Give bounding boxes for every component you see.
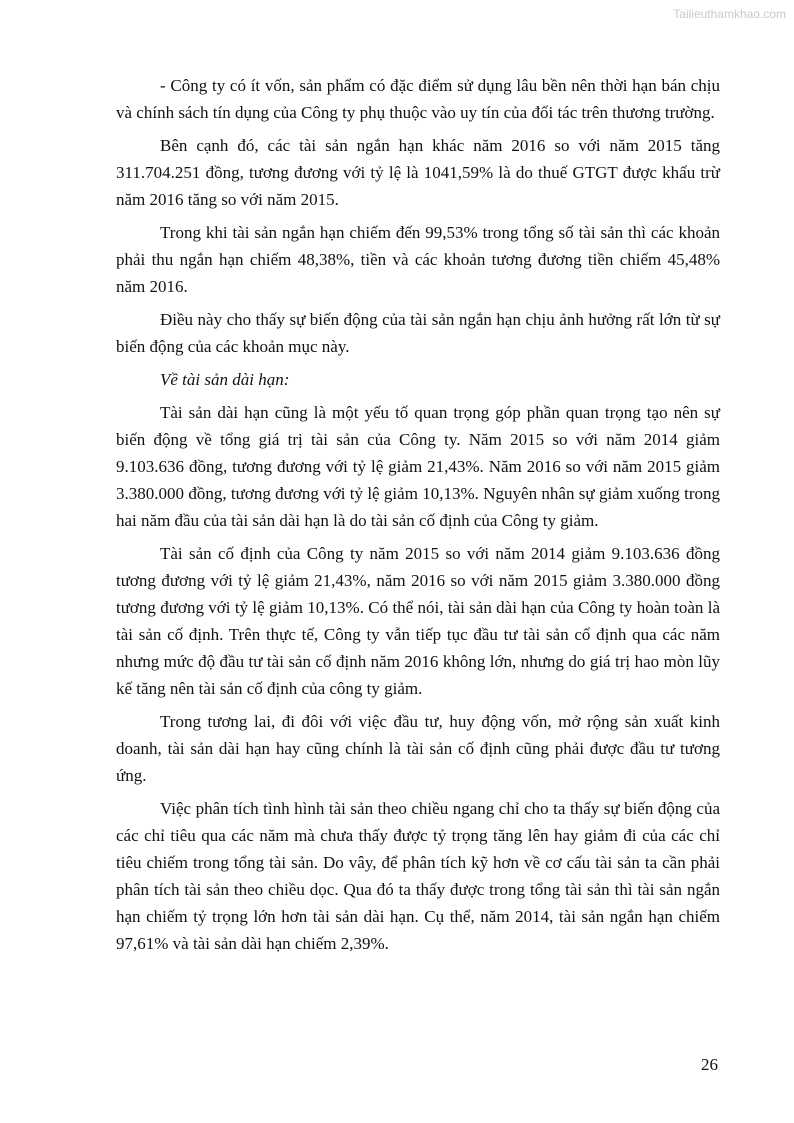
document-body bbox=[116, 72, 720, 957]
paragraph-vertical-analysis: Việc phân tích tình hình tài sản theo chiều ngang chỉ cho ta thấy sự biến động của các chỉ tiêu qua các năm mà chưa thấy được tỷ trọng tăng lên hay giảm đi của các chỉ tiêu chiếm trong tổng tài sản. Do vây, để phân tích kỹ hơn về cơ cấu tài sản ta cần phải phân tích tài sản theo chiều dọc. Qua đó ta thấy được trong tổng tài sản thì tài sản ngắn hạn chiếm tỷ trọng lớn hơn tài sản dài hạn. Cụ thể, năm 2014, tài sản ngắn hạn chiếm 97,61% và tài sản dài hạn chiếm 2,39%. bbox=[116, 799, 720, 953]
page-number: 26 bbox=[701, 1055, 718, 1074]
paragraph-bullet-credit: - Công ty có ít vốn, sản phẩm có đặc điểm sử dụng lâu bền nên thời hạn bán chịu và chính sách tín dụng của Công ty phụ thuộc vào uy tín của đối tác trên thương trường. bbox=[116, 76, 720, 122]
section-heading-long-term-assets: Về tài sản dài hạn: bbox=[160, 370, 290, 389]
paragraph-short-term-share: Trong khi tài sản ngắn hạn chiếm đến 99,53% trong tổng số tài sản thì các khoản phải thu ngắn hạn chiếm 48,38%, tiền và các khoản tương đương tiền chiếm 45,48% năm 2016. bbox=[116, 223, 720, 296]
paragraph-other-short-term-assets: Bên cạnh đó, các tài sản ngắn hạn khác năm 2016 so với năm 2015 tăng 311.704.251 đồng, tương đương với tỷ lệ là 1041,59% là do thuế GTGT được khấu trừ năm 2016 tăng so với năm 2015. bbox=[116, 136, 720, 209]
paragraph-future-investment: Trong tương lai, đi đôi với việc đầu tư, huy động vốn, mở rộng sản xuất kinh doanh, tài sản dài hạn hay cũng chính là tài sản cố định cũng phải được đầu tư tương ứng. bbox=[116, 712, 720, 785]
paragraph-short-term-conclusion: Điều này cho thấy sự biến động của tài sản ngắn hạn chịu ảnh hưởng rất lớn từ sự biến động của các khoản mục này. bbox=[116, 310, 720, 356]
paragraph-long-term-assets: Tài sản dài hạn cũng là một yếu tố quan trọng góp phần quan trọng tạo nên sự biến động về tổng giá trị tài sản của Công ty. Năm 2015 so với năm 2014 giảm 9.103.636 đồng, tương đương với tỷ lệ giảm 21,43%. Năm 2016 so với năm 2015 giảm 3.380.000 đồng, tương đương với tỷ lệ giảm 10,13%. Nguyên nhân sự giảm xuống trong hai năm đầu của tài sản dài hạn là do tài sản cố định của Công ty giảm. bbox=[116, 403, 720, 530]
watermark: Tailieuthamkhao.com bbox=[673, 7, 786, 21]
paragraph-fixed-assets: Tài sản cố định của Công ty năm 2015 so với năm 2014 giảm 9.103.636 đồng tương đương với tỷ lệ giảm 21,43%, năm 2016 so với năm 2015 giảm 3.380.000 đồng tương đương với tỷ lệ giảm 10,13%. Có thể nói, tài sản dài hạn của Công ty hoàn toàn là tài sản cố định. Trên thực tế, Công ty vẫn tiếp tục đầu tư tài sản cố định qua các năm nhưng mức độ đầu tư tài sản cố định năm 2016 không lớn, nhưng do giá trị hao mòn lũy kế tăng nên tài sản cố định của công ty giảm. bbox=[116, 544, 720, 698]
